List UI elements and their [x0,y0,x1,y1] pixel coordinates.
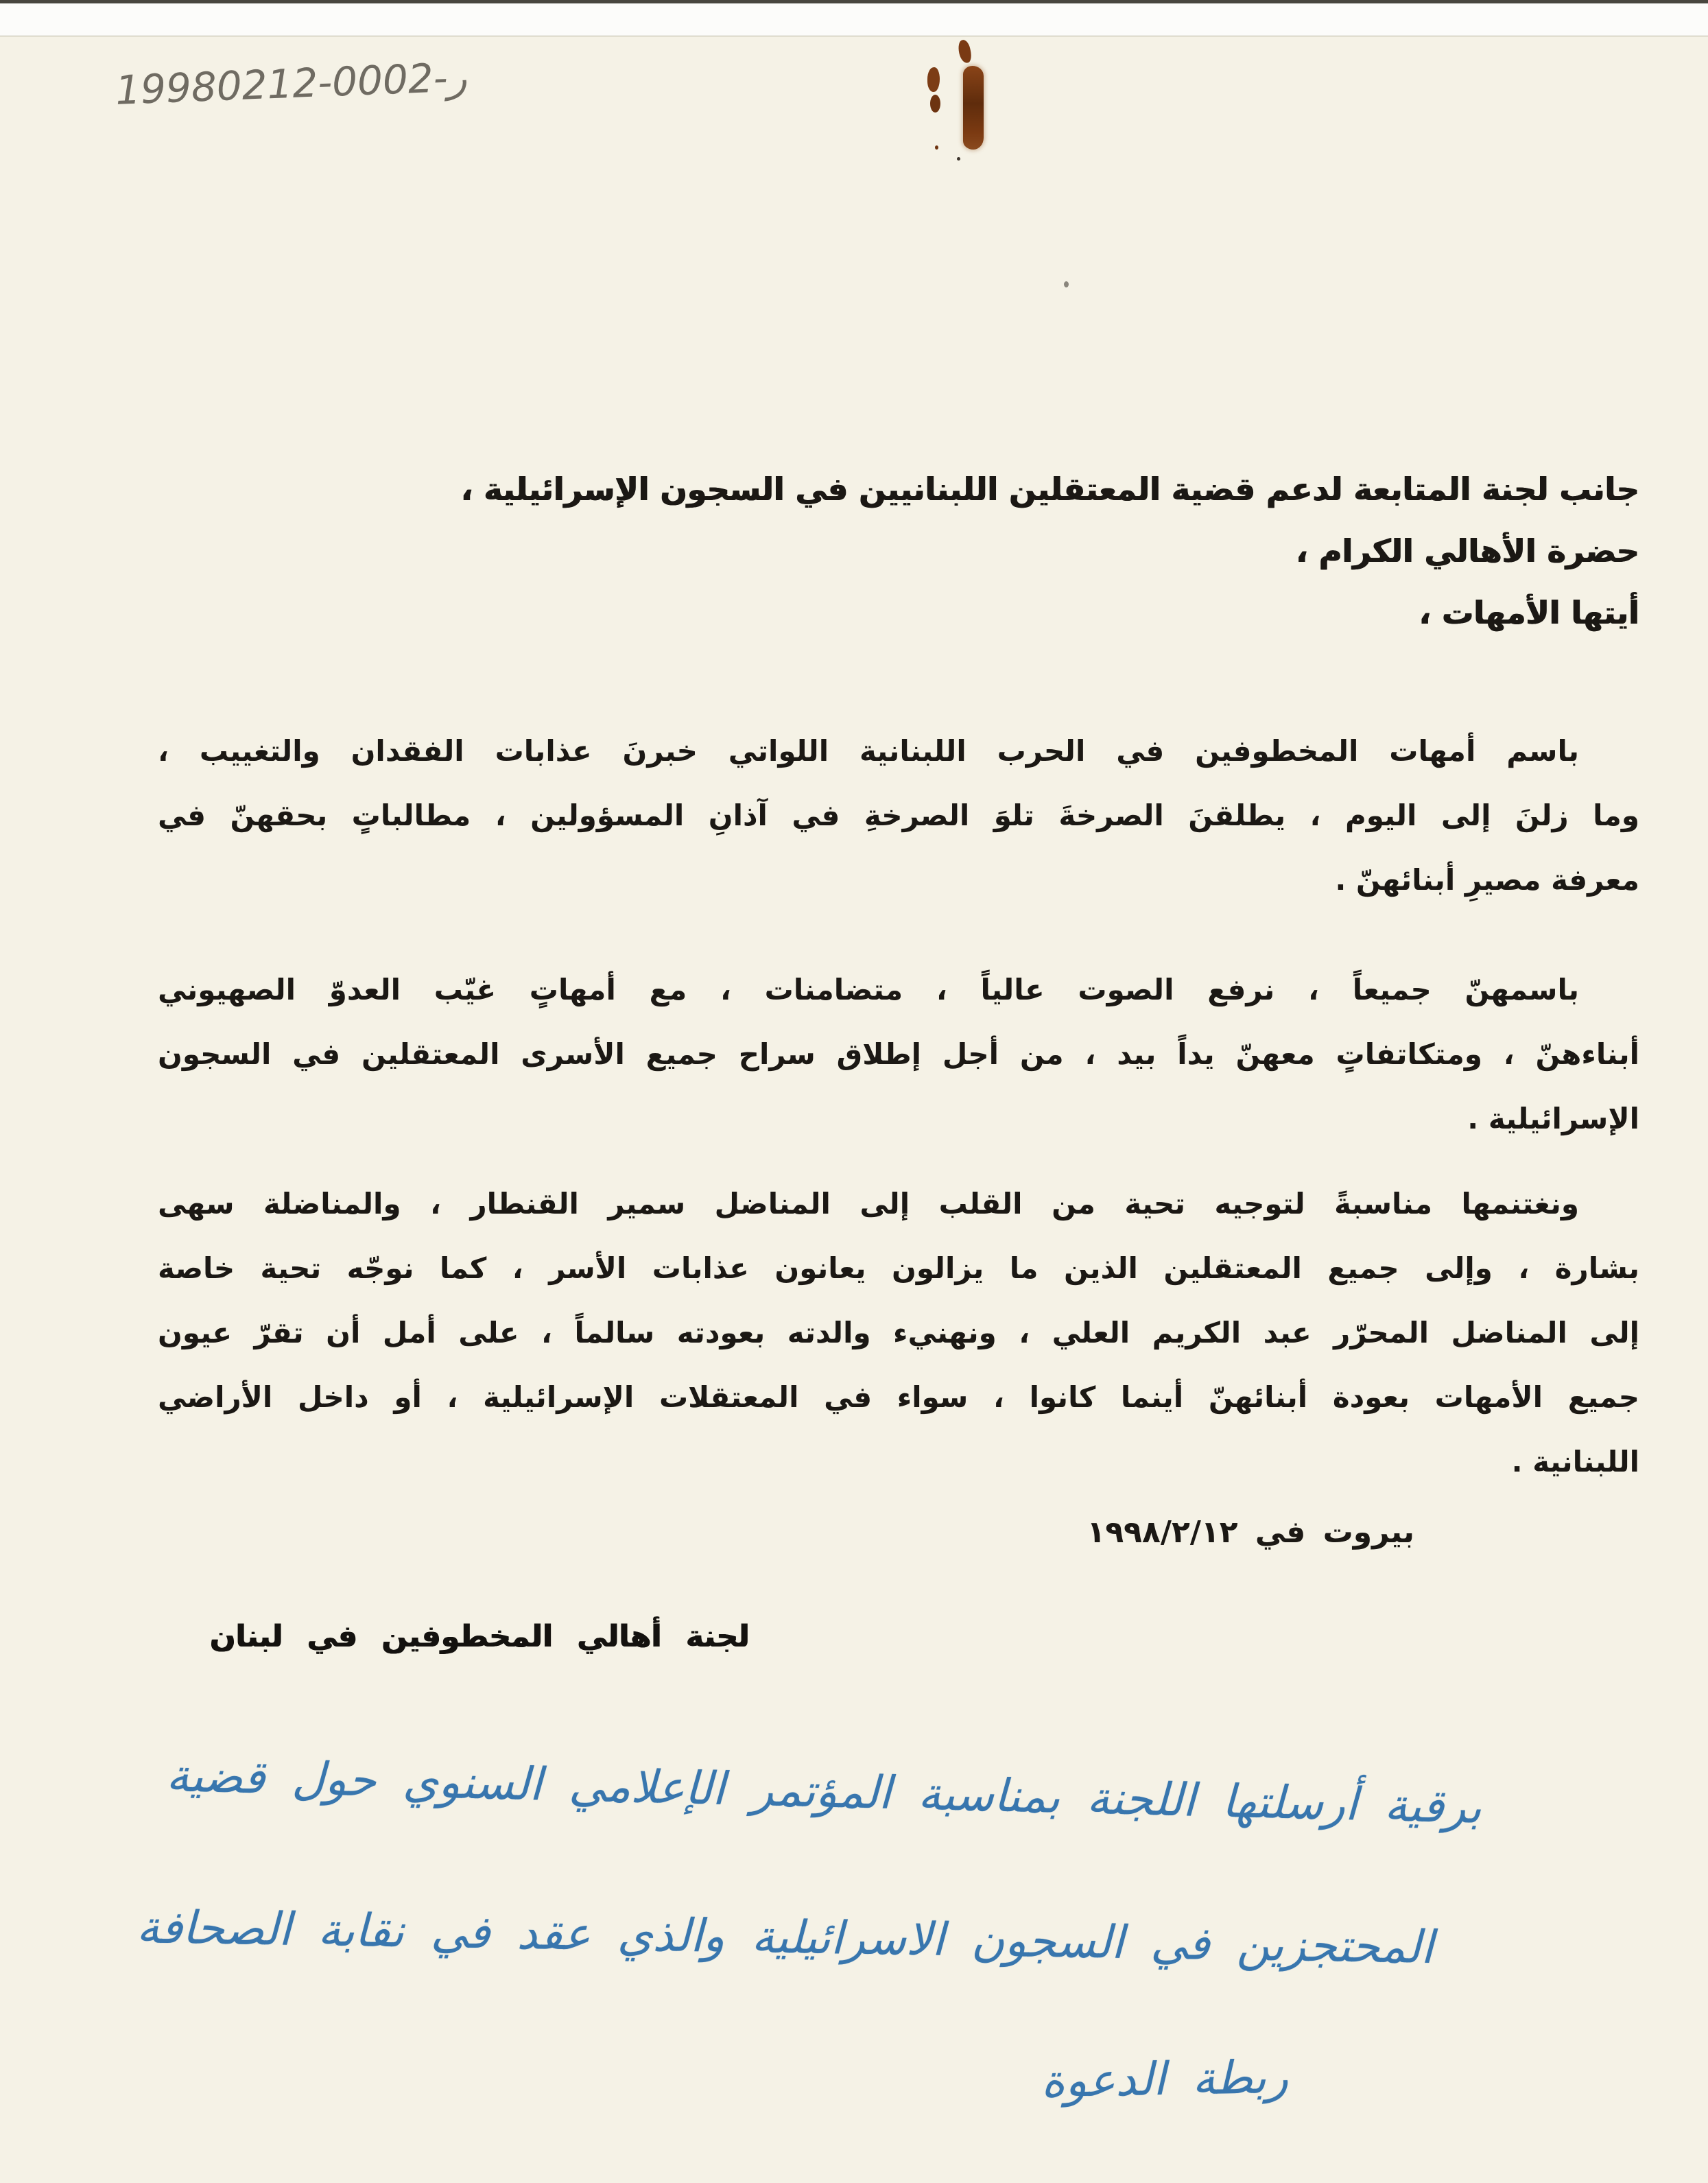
archive-code-annotation: 19980212-0002-ر [114,54,468,114]
paragraph-1-line-1: باسم أمهات المخطوفين في الحرب اللبنانية اللواتي خبرنَ عذابات الفقدان والتغييب ، [158,734,1579,768]
paragraph-3 [158,1172,1639,1494]
paper-speck [1064,281,1069,287]
handwritten-note-line-3: ربطة الدعوة [1041,2050,1289,2108]
paragraph-2 [158,958,1639,1151]
rust-stain-left-lower [930,95,940,113]
handwritten-note-line-1: برقية أرسلتها اللجنة بمناسبة المؤتمر الإعلامي السنوي حول قضية [165,1749,1482,1834]
salutation-line-3: أيتها الأمهات ، [1419,594,1639,631]
rust-stain-dot [935,145,938,150]
paragraph-2-line-1: باسمهنّ جميعاً ، نرفع الصوت عالياً ، متضامنات ، مع أمهاتٍ غيّب العدوّ الصهيوني [158,973,1579,1006]
ink-speck [957,157,960,161]
paragraph-3-line-3: إلى المناضل المحرّر عبد الكريم العلي ، ونهنيء والدته بعودته سالماً ، على أمل أن تقرّ عيون [158,1316,1639,1349]
paragraph-1-line-3: معرفة مصيرِ أبنائهنّ . [1335,863,1639,897]
salutation-line-1: جانب لجنة المتابعة لدعم قضية المعتقلين اللبنانيين في السجون الإسرائيلية ، [460,471,1639,508]
paragraph-1-line-2: وما زلنَ إلى اليوم ، يطلقنَ الصرخةَ تلوَ الصرخةِ في آذانِ المسؤولين ، مطالباتٍ بحقهنّ في [158,799,1639,832]
paragraph-1 [158,719,1639,912]
salutation-line-2: حضرة الأهالي الكرام ، [1296,532,1639,569]
letter-salutation-block [158,458,1639,644]
scanner-edge [0,0,1708,3]
signature-committee-name: لجنة أهالي المخطوفين في لبنان [210,1619,750,1654]
rust-stain-left [927,67,940,92]
rust-stain-streak [963,66,984,150]
handwritten-note-line-2: المحتجزين في السجون الاسرائيلية والذي عقد في نقابة الصحافة [136,1900,1434,1974]
paragraph-2-line-3: الإسرائيلية . [1467,1102,1639,1135]
paragraph-3-line-5: اللبنانية . [1511,1445,1639,1478]
paragraph-2-line-2: أبناءهنّ ، ومتكاتفاتٍ معهنّ يداً بيد ، من أجل إطلاق سراح جميع الأسرى المعتقلين في السجون [158,1037,1639,1071]
paragraph-3-line-1: ونغتنمها مناسبةً لتوجيه تحية من القلب إلى المناضل سمير القنطار ، والمناضلة سهى [158,1187,1579,1220]
paragraph-3-line-2: بشارة ، وإلى جميع المعتقلين الذين ما يزالون يعانون عذابات الأسر ، كما نوجّه تحية خاصة [158,1251,1639,1285]
dateline: بيروت في ١٩٩٨/٢/١٢ [1087,1515,1414,1550]
paragraph-3-line-4: جميع الأمهات بعودة أبنائهنّ أينما كانوا ، سواء في المعتقلات الإسرائيلية ، أو داخل الأراضي [158,1380,1639,1414]
